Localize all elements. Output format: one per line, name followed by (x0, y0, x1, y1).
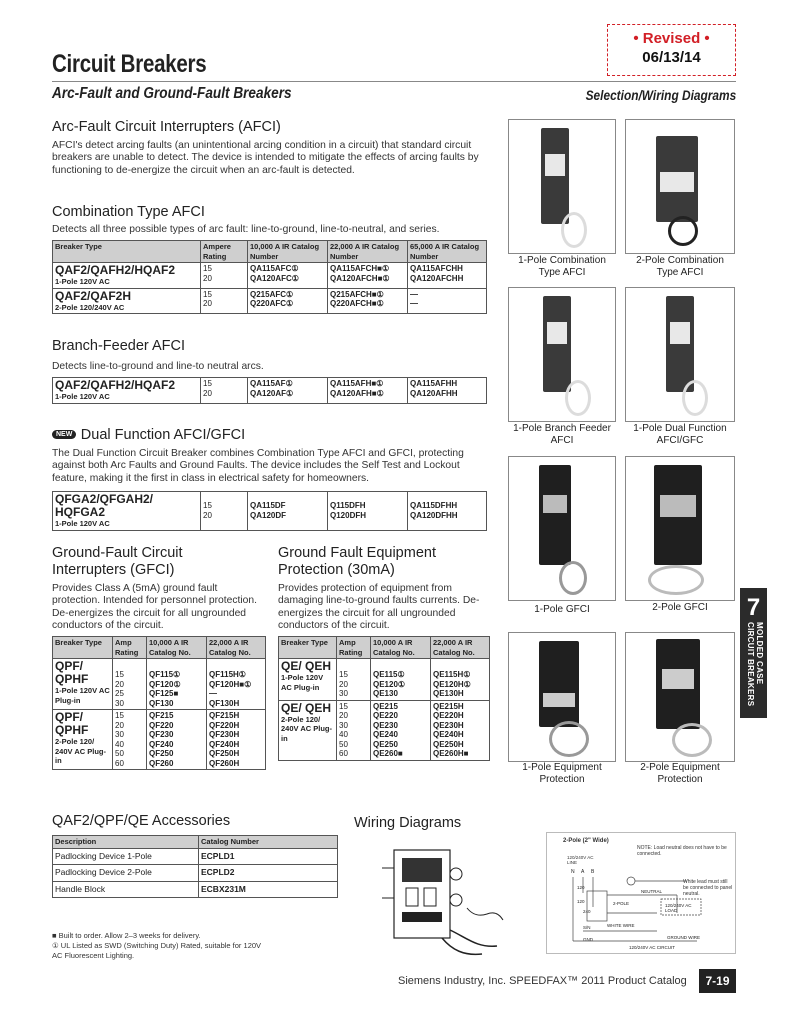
wiring-label: S/N (583, 925, 591, 930)
col-header: Catalog Number (199, 836, 338, 849)
branch-desc: Detects line-to-ground and line-to neutral arcs. (52, 361, 264, 372)
accessories-heading: QAF2/QPF/QE Accessories (52, 813, 231, 829)
revised-stamp (607, 24, 736, 76)
catalog-number: QF120H■① (209, 679, 252, 689)
wiring-label: A (581, 869, 585, 875)
amp-cell (113, 659, 147, 710)
acc-desc: Padlocking Device 2-Pole (53, 865, 199, 882)
amp-value: 15 (203, 501, 212, 511)
catalog-number: QF250H (209, 749, 240, 758)
branch-table (52, 377, 487, 404)
catalog-number: — (209, 689, 217, 698)
catalog-number: QF230 (149, 730, 174, 739)
photo-caption: 1-Pole Equipment Protection (522, 762, 602, 785)
amp-cell (201, 288, 248, 314)
dual-heading-row (52, 426, 245, 444)
table-header-row (53, 637, 266, 659)
dual-body: The Dual Function Circuit Breaker combines Combination Type AFCI and GFCI, protecting against both Arc Faults and Ground Faults. The device includes the Self Test and Lockout feature, making it the first in class in electrical safety for homeowners. (52, 448, 464, 484)
breaker-sub: 1-Pole 120V AC Plug-in (55, 686, 110, 705)
breaker-sub: 2-Pole 120/240V AC (55, 302, 125, 312)
catalog-number: QF125■ (149, 689, 179, 698)
table-header-row (53, 241, 487, 263)
catalog-number: QA115AFHH (410, 379, 458, 388)
col-header: 22,000 A IR Catalog No. (207, 637, 266, 659)
wiring-label: 120/240V AC LOAD (665, 903, 692, 913)
catalog-number: QE115H① (433, 670, 471, 679)
catalog-number: QE130H (433, 689, 464, 698)
wiring-diagram (546, 832, 736, 954)
amp-value: 15 (203, 379, 212, 388)
cat-cell (328, 263, 408, 289)
table-row (279, 659, 490, 701)
footnote-ul-listed: ① UL Listed as SWD (Switching Duty) Rated, suitable for 120V AC Fluorescent Lighting. (52, 941, 262, 960)
gfci-body: Provides Class A (5mA) ground fault protection. Intended for personnel protection. De-energizes the circuit for all ungrounded conductors of the circuit. (52, 583, 257, 632)
catalog-number: QF240 (149, 739, 174, 749)
catalog-number: QA120DF (250, 510, 287, 520)
catalog-number: QE230 (373, 720, 398, 730)
amp-value: 15 (339, 701, 348, 711)
cat-cell (248, 263, 328, 289)
footnote-built-to-order: ■ Built to order. Allow 2–3 weeks for delivery. (52, 931, 201, 940)
breaker-type: QE/ QEH (281, 700, 332, 715)
catalog-number: QE130 (373, 689, 398, 698)
catalog-number: Q215AFCH■① (330, 289, 384, 299)
breaker-type-cell (53, 263, 201, 289)
cat-cell (147, 659, 207, 710)
breaker-sub: 2-Pole 120/ 240V AC Plug-in (281, 714, 332, 743)
catalog-number: QE220 (373, 711, 398, 720)
amp-value: 50 (339, 739, 348, 749)
gfep-heading: Ground Fault Equipment Protection (30mA) (278, 545, 436, 578)
photo-caption: 1-Pole Combination Type AFCI (518, 255, 606, 278)
table-header-row (53, 836, 338, 849)
photo-1pole-equipment-protection (508, 632, 616, 762)
catalog-number: QA120DFHH (410, 510, 458, 520)
col-header: 65,000 A IR Catalog Number (408, 241, 487, 263)
amp-cell (201, 378, 248, 404)
gfep-table (278, 636, 490, 761)
catalog-number: QF215H (209, 711, 240, 720)
cat-cell (408, 378, 487, 404)
chapter-label: MOLDED CASE CIRCUIT BREAKERS (746, 622, 764, 707)
cat-cell (207, 659, 266, 710)
col-header: Amp Rating (337, 637, 371, 659)
cat-cell (408, 492, 487, 531)
catalog-number: QF115① (149, 670, 181, 679)
photo-caption: 1-Pole GFCI (534, 604, 590, 615)
amp-value: 50 (115, 749, 124, 758)
page-number: 7-19 (699, 969, 736, 993)
catalog-number: QF115H① (209, 670, 246, 679)
catalog-number: QE230H (433, 720, 464, 730)
breaker-type: QPF/ QPHF (55, 659, 89, 686)
wiring-label: 120 (577, 899, 585, 904)
revised-date: 06/13/14 (642, 49, 701, 66)
catalog-number: QE215 (373, 701, 398, 711)
catalog-number: QE220H (433, 711, 464, 720)
photo-caption: 1-Pole Branch Feeder AFCI (513, 423, 611, 446)
dual-heading: Dual Function AFCI/GFCI (80, 427, 246, 443)
amp-value: 25 (115, 689, 124, 698)
breaker-type-cell (53, 378, 201, 404)
cat-cell (371, 659, 431, 701)
catalog-number: QA115AFCH■① (330, 264, 390, 273)
table-row (53, 881, 338, 898)
amp-cell (113, 710, 147, 770)
cat-cell (431, 700, 490, 760)
gfci-heading: Ground-Fault Circuit Interrupters (GFCI) (52, 545, 183, 578)
breaker-type: QAF2/QAFH2/HQAF2 (55, 378, 176, 392)
catalog-number: QF220 (149, 720, 174, 730)
wiring-label: 120/240V AC CIRCUIT (629, 945, 676, 950)
gfci-table (52, 636, 266, 770)
catalog-number: QF230H (209, 730, 240, 739)
table-row (53, 492, 487, 531)
catalog-number: Q220AFCH■① (330, 299, 384, 308)
col-header: 22,000 A IR Catalog Number (328, 241, 408, 263)
wiring-label: GROUND WIRE (667, 935, 700, 940)
wiring-lines (547, 833, 737, 955)
amp-value: 15 (115, 670, 124, 679)
wiring-label: NEUTRAL (641, 889, 663, 894)
wiring-label: N (571, 869, 575, 875)
col-header: Amp Rating (113, 637, 147, 659)
breaker-type-cell (279, 700, 337, 760)
photo-2pole-equipment-protection (625, 632, 735, 762)
wiring-label: WHITE WIRE (607, 923, 635, 928)
breaker-sub: 1-Pole 120V AC (55, 392, 110, 401)
catalog-number: QE260■ (373, 749, 403, 758)
amp-value: 15 (115, 711, 124, 720)
cat-cell (328, 288, 408, 314)
breaker-sub: 2-Pole 120/ 240V AC Plug-in (55, 737, 106, 765)
cat-cell (408, 288, 487, 314)
table-row (53, 865, 338, 882)
catalog-number: QF220H (209, 720, 240, 730)
amp-value: 20 (115, 720, 124, 730)
wiring-label: 120 (577, 885, 585, 890)
amp-cell (337, 659, 371, 701)
breaker-type-cell (53, 492, 201, 531)
amp-value: 30 (115, 730, 124, 739)
catalog-number: QE115① (373, 670, 405, 679)
col-header: Breaker Type (53, 637, 113, 659)
amp-value: 15 (203, 264, 212, 273)
table-row (53, 263, 487, 289)
acc-desc: Padlocking Device 1-Pole (53, 848, 199, 865)
photo-2pole-combo-afci (625, 119, 735, 254)
table-row (53, 378, 487, 404)
catalog-number: QA120AFH■① (330, 388, 384, 398)
breaker-type-cell (53, 288, 201, 314)
wiring-label: 120/240V AC LINE (567, 855, 594, 865)
amp-value: 60 (339, 749, 348, 758)
combo-heading: Combination Type AFCI (52, 204, 205, 220)
afci-body: AFCI's detect arcing faults (an unintentional arcing condition in a circuit) that standard circuit breakers are unable to detect. The device is intended to mitigate the effects of arcing faults by functioning to de-energize the circuit when an arc-fault is detected. (52, 140, 479, 176)
col-header: Ampere Rating (201, 241, 248, 263)
photo-1pole-gfci (508, 456, 616, 601)
chapter-tab[interactable] (740, 588, 767, 718)
photo-caption: 2-Pole Equipment Protection (640, 762, 720, 785)
amp-value: 20 (115, 679, 124, 689)
catalog-number: Q120DFH (330, 510, 367, 520)
breaker-sub: 1-Pole 120V AC (55, 519, 110, 528)
acc-catalog: ECPLD2 (199, 865, 338, 882)
amp-value: 20 (203, 273, 212, 283)
catalog-number: QA120AFCHH (410, 273, 464, 283)
accessories-table (52, 835, 338, 898)
col-header: 10,000 A IR Catalog No. (371, 637, 431, 659)
catalog-number: QF240H (209, 739, 240, 749)
catalog-number: QF260 (149, 758, 174, 768)
cat-cell (248, 288, 328, 314)
chapter-number: 7 (746, 594, 761, 621)
breaker-type: QPF/ QPHF (55, 710, 89, 737)
catalog-number: QA115AFCHH (410, 264, 463, 273)
page-title: Circuit Breakers (52, 50, 207, 78)
table-row (53, 710, 266, 770)
cat-cell (207, 710, 266, 770)
breaker-illustration (372, 838, 522, 958)
footer-text: Siemens Industry, Inc. SPEEDFAX™ 2011 Product Catalog (398, 975, 687, 987)
amp-cell (201, 492, 248, 531)
catalog-number: QF250 (149, 749, 174, 758)
col-header: 10,000 A IR Catalog Number (248, 241, 328, 263)
catalog-number: Q215AFC① (250, 289, 294, 299)
catalog-number: QA115AFH■① (330, 379, 384, 388)
cat-cell (328, 492, 408, 531)
catalog-number: Q115DFH (330, 501, 366, 511)
amp-value: 20 (203, 388, 212, 398)
amp-value: 20 (339, 679, 348, 689)
page-subtitle: Arc-Fault and Ground-Fault Breakers (52, 85, 292, 102)
amp-cell (201, 263, 248, 289)
catalog-number: QF130 (149, 698, 174, 708)
amp-value: 30 (339, 720, 348, 730)
cat-cell (431, 659, 490, 701)
header-divider (52, 81, 736, 82)
catalog-number: QE260H■ (433, 749, 469, 758)
revised-label: • Revised • (633, 30, 710, 47)
catalog-number: QE240H (433, 730, 464, 739)
catalog-number: QF260H (209, 758, 240, 768)
breaker-type-cell (53, 659, 113, 710)
amp-value: 30 (115, 698, 124, 708)
cat-cell (147, 710, 207, 770)
col-header: 22,000 A IR Catalog No. (431, 637, 490, 659)
table-row (53, 848, 338, 865)
wiring-label: 2-POLE (613, 901, 630, 906)
catalog-number: QA115AFC① (250, 264, 299, 273)
catalog-number: QE240 (373, 730, 398, 739)
acc-desc: Handle Block (53, 881, 199, 898)
footnotes (52, 931, 272, 961)
amp-value: 40 (339, 730, 348, 739)
breaker-type: QE/ QEH (281, 659, 332, 673)
catalog-number: Q220AFC① (250, 299, 294, 308)
amp-value: 20 (339, 711, 348, 720)
catalog-number: QE120H① (433, 679, 471, 689)
wiring-label: B (591, 869, 595, 875)
catalog-number: QE250H (433, 739, 464, 749)
wiring-label: GND (583, 937, 593, 942)
gfep-body: Provides protection of equipment from damaging line-to-ground faults currents. De-energizes the circuit for all ungrounded conductors of the circuit. (278, 583, 480, 632)
catalog-number: QA120AF① (250, 388, 294, 398)
breaker-sub: 1-Pole 120V AC Plug-in (281, 673, 324, 692)
cat-cell (248, 492, 328, 531)
amp-value: 30 (339, 689, 348, 698)
photo-caption: 2-Pole GFCI (652, 602, 708, 613)
catalog-number: QA120AFC① (250, 273, 299, 283)
wiring-note: White lead must still be connected to panel neutral. (683, 879, 733, 897)
table-row (279, 700, 490, 760)
new-badge: NEW (52, 430, 76, 439)
catalog-number: QF120① (149, 679, 181, 689)
table-row (53, 659, 266, 710)
catalog-number: QA120AFHH (410, 388, 458, 398)
amp-value: 15 (203, 289, 212, 299)
wiring-title: 2-Pole (2" Wide) (563, 838, 609, 844)
catalog-number: — (410, 289, 418, 299)
afci-heading: Arc-Fault Circuit Interrupters (AFCI) (52, 119, 281, 135)
amp-value: 40 (115, 739, 124, 749)
photo-1pole-dual-function (625, 287, 735, 422)
col-header: Description (53, 836, 199, 849)
dual-table (52, 491, 487, 531)
cat-cell (408, 263, 487, 289)
col-header: Breaker Type (279, 637, 337, 659)
wiring-note: NOTE: Load neutral does not have to be connected. (637, 845, 727, 857)
catalog-number: QA120AFCH■① (330, 273, 390, 283)
cat-cell (328, 378, 408, 404)
col-header: Breaker Type (53, 241, 201, 263)
breaker-type-cell (53, 710, 113, 770)
breaker-type-cell (279, 659, 337, 701)
amp-value: 15 (339, 670, 348, 679)
breaker-type: QAF2/QAF2H (55, 288, 132, 303)
table-header-row (279, 637, 490, 659)
amp-value: 20 (203, 299, 212, 308)
catalog-number: QF130H (209, 698, 240, 708)
combo-table (52, 240, 487, 314)
breaker-type: QFGA2/QFGAH2/ HQFGA2 (55, 492, 154, 519)
branch-heading: Branch-Feeder AFCI (52, 338, 185, 354)
catalog-number: QA115AF① (250, 379, 293, 388)
catalog-number: QE120① (373, 679, 406, 689)
amp-value: 60 (115, 758, 124, 768)
catalog-number: — (410, 299, 418, 308)
cat-cell (371, 700, 431, 760)
photo-caption: 2-Pole Combination Type AFCI (636, 255, 724, 278)
photo-2pole-gfci (625, 456, 735, 601)
amp-cell (337, 700, 371, 760)
amp-value: 20 (203, 510, 212, 520)
photo-caption: 1-Pole Dual Function AFCI/GFC (633, 423, 727, 446)
breaker-sub: 1-Pole 120V AC (55, 277, 110, 286)
combo-desc: Detects all three possible types of arc fault: line-to-ground, line-to-neutral, and series. (52, 224, 440, 235)
section-subtitle: Selection/Wiring Diagrams (585, 87, 736, 103)
photo-1pole-branch-feeder (508, 287, 616, 422)
acc-catalog: ECBX231M (199, 881, 338, 898)
acc-catalog: ECPLD1 (199, 848, 338, 865)
catalog-number: QF215 (149, 711, 174, 720)
catalog-number: QE250 (373, 739, 398, 749)
catalog-number: QE215H (433, 701, 464, 711)
cat-cell (248, 378, 328, 404)
breaker-type: QAF2/QAFH2/HQAF2 (55, 263, 176, 277)
col-header: 10,000 A IR Catalog No. (147, 637, 207, 659)
catalog-number: QA115DFHH (410, 501, 458, 511)
catalog-number: QA115DF (250, 501, 286, 511)
wiring-label: 240 (583, 909, 591, 914)
photo-1pole-combo-afci (508, 119, 616, 254)
wiring-heading: Wiring Diagrams (354, 815, 462, 831)
table-row (53, 288, 487, 314)
